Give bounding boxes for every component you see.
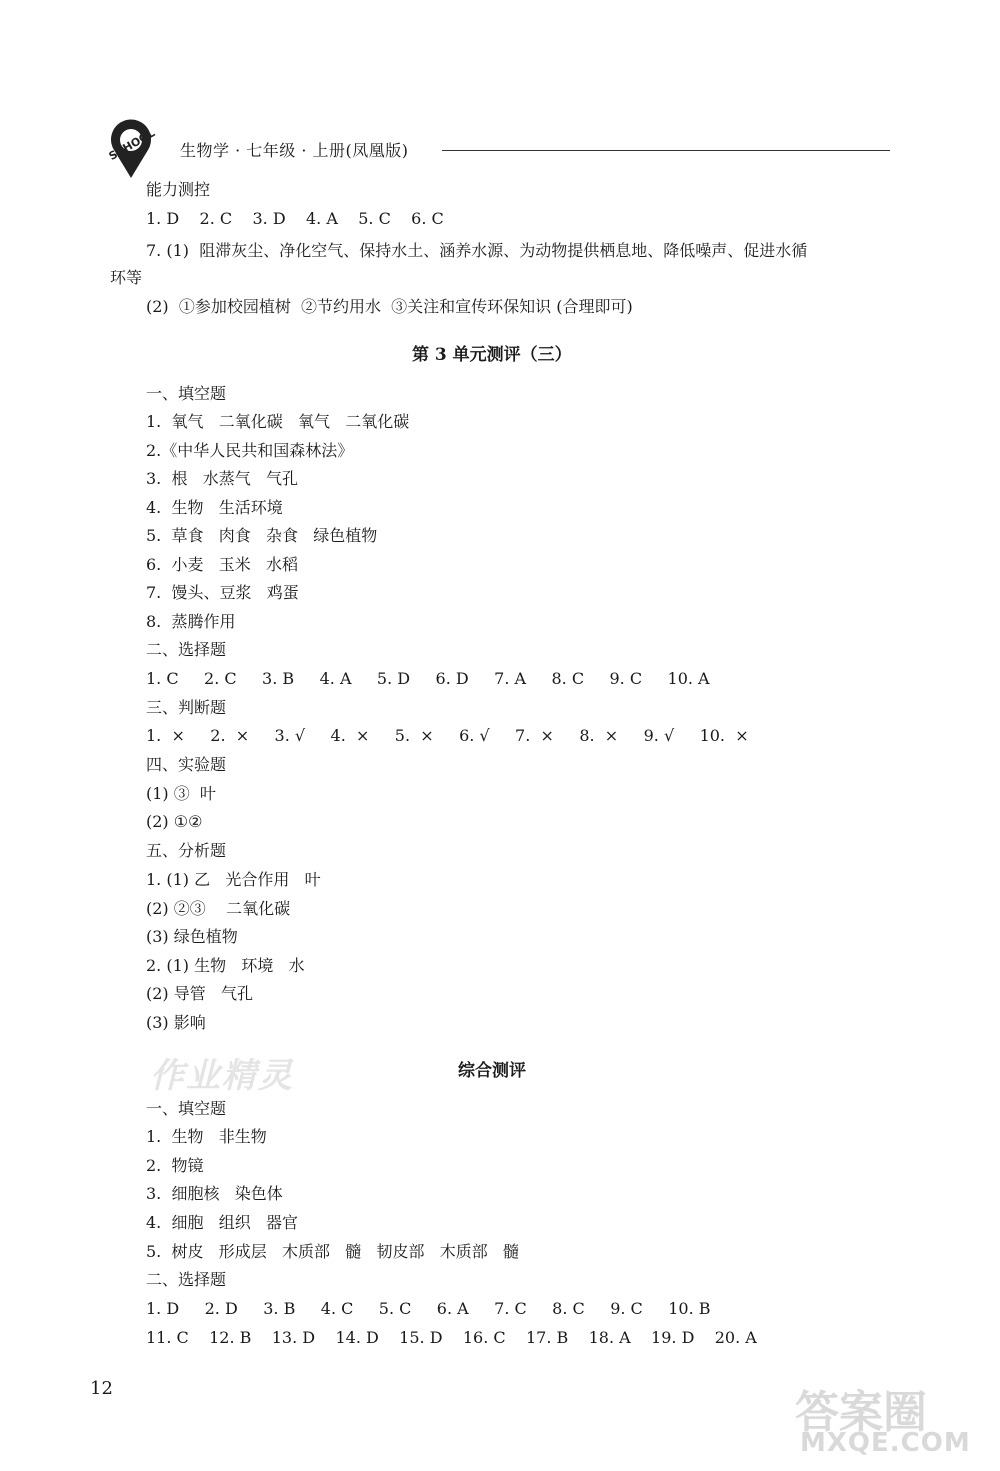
answer-line: 1. C 2. C 3. B 4. A 5. D 6. D 7. A 8. C 9. C 10. A <box>146 669 710 688</box>
answer-line: 4. 生物 生活环境 <box>146 498 283 517</box>
answer-line: 3. 细胞核 染色体 <box>146 1184 283 1203</box>
answer-line: 1. 氧气 二氧化碳 氧气 二氧化碳 <box>146 412 410 431</box>
svg-text:SCHOOL: SCHOOL <box>106 126 158 164</box>
answer-line: 4. 细胞 组织 器官 <box>146 1213 298 1232</box>
header-divider <box>442 150 890 151</box>
answer-line: 5. 草食 肉食 杂食 绿色植物 <box>146 526 378 545</box>
answer-line: 1. × 2. × 3. √ 4. × 5. × 6. √ 7. × 8. × 9. √ 10. × <box>146 726 749 745</box>
section-heading: 一、填空题 <box>146 384 227 403</box>
answer-line: (2) ①参加校园植树 ②节约用水 ③关注和宣传环保知识 (合理即可) <box>146 297 633 316</box>
page-number: 12 <box>90 1378 113 1399</box>
section-heading: 三、判断题 <box>146 698 227 717</box>
answer-line: 3. 根 水蒸气 气孔 <box>146 469 298 488</box>
answer-line: 8. 蒸腾作用 <box>146 612 236 631</box>
answer-line: (2) 导管 气孔 <box>146 984 254 1003</box>
section-heading: 五、分析题 <box>146 841 227 860</box>
answer-line: (3) 影响 <box>146 1013 206 1032</box>
answer-line: 6. 小麦 玉米 水稻 <box>146 555 298 574</box>
answer-line: 7. 馒头、豆浆 鸡蛋 <box>146 583 299 602</box>
answer-line: (2) ②③ 二氧化碳 <box>146 899 291 918</box>
section-heading-ability: 能力测控 <box>146 180 211 199</box>
answer-line: 2.《中华人民共和国森林法》 <box>146 441 354 460</box>
section-heading: 四、实验题 <box>146 755 227 774</box>
watermark-corner-bottom: MXQE.COM <box>800 1428 971 1458</box>
answer-line: 2. 物镜 <box>146 1156 204 1175</box>
answer-line: 5. 树皮 形成层 木质部 髓 韧皮部 木质部 髓 <box>146 1242 519 1261</box>
answer-line: 1. 生物 非生物 <box>146 1127 267 1146</box>
answer-line: 11. C 12. B 13. D 14. D 15. D 16. C 17. B 18. A 19. D 20. A <box>146 1328 757 1347</box>
answer-line: 7. (1) 阻滞灰尘、净化空气、保持水土、涵养水源、为动物提供栖息地、降低噪声、促进水循 <box>146 241 808 260</box>
answer-line: 2. (1) 生物 环境 水 <box>146 956 305 975</box>
answer-line: 环等 <box>110 268 143 287</box>
watermark: 作业精灵 <box>150 1056 294 1096</box>
answer-line: (2) ①② <box>146 812 203 831</box>
section-heading: 一、填空题 <box>146 1099 227 1118</box>
section-heading: 二、选择题 <box>146 640 227 659</box>
answer-line: 1. (1) 乙 光合作用 叶 <box>146 870 321 889</box>
answer-line: (1) ③ 叶 <box>146 784 216 803</box>
unit-test-title: 第 3 单元测评（三） <box>412 345 572 365</box>
comprehensive-test-title: 综合测评 <box>458 1061 526 1081</box>
section-heading: 二、选择题 <box>146 1270 227 1289</box>
school-logo-icon <box>100 118 162 180</box>
watermark-corner-top: 答案圈 <box>795 1387 927 1438</box>
answer-line: 1. D 2. D 3. B 4. C 5. C 6. A 7. C 8. C 9. C 10. B <box>146 1299 711 1318</box>
answer-line: 1. D 2. C 3. D 4. A 5. C 6. C <box>146 209 444 228</box>
header-title: 生物学 · 七年级 · 上册(凤凰版) <box>180 141 409 160</box>
answer-line: (3) 绿色植物 <box>146 927 238 946</box>
